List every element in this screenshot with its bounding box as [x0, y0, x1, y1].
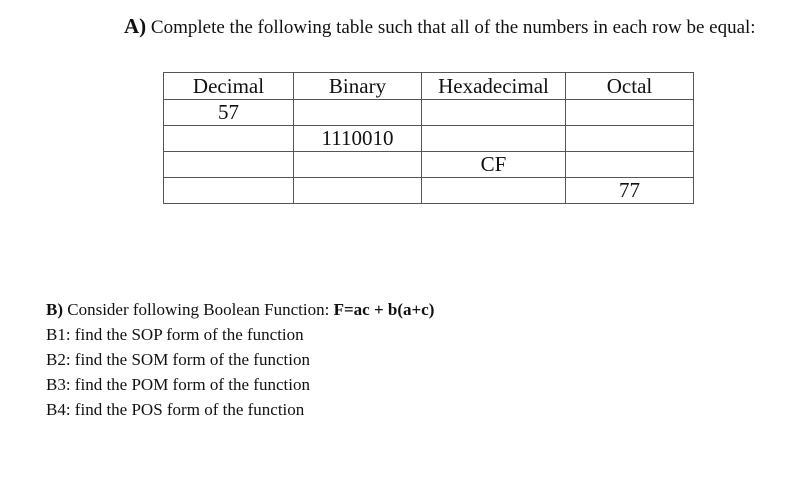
section-b-heading — [46, 299, 434, 324]
cell-hexadecimal[interactable] — [422, 126, 566, 152]
cell-octal[interactable] — [566, 126, 694, 152]
cell-octal[interactable] — [566, 152, 694, 178]
cell-decimal[interactable] — [164, 178, 294, 204]
cell-binary[interactable]: 1110010 — [294, 126, 422, 152]
question-item-b3: B3: find the POM form of the function — [46, 375, 310, 394]
cell-hexadecimal[interactable] — [422, 100, 566, 126]
table-header-row — [164, 73, 694, 100]
table-row — [164, 126, 694, 152]
header-octal: Octal — [566, 73, 694, 100]
cell-binary[interactable] — [294, 178, 422, 204]
section-b — [46, 299, 434, 424]
cell-octal[interactable] — [566, 100, 694, 126]
cell-decimal[interactable] — [164, 126, 294, 152]
cell-octal[interactable]: 77 — [566, 178, 694, 204]
header-binary: Binary — [294, 73, 422, 100]
cell-binary[interactable] — [294, 100, 422, 126]
number-conversion-table — [163, 72, 694, 204]
question-item-b4: B4: find the POS form of the function — [46, 400, 305, 419]
table-row — [164, 100, 694, 126]
cell-binary[interactable] — [294, 152, 422, 178]
cell-decimal[interactable] — [164, 152, 294, 178]
table-row — [164, 152, 694, 178]
header-hexadecimal: Hexadecimal — [422, 73, 566, 100]
section-a-letter: A) — [124, 14, 147, 38]
question-item-b2: B2: find the SOM form of the function — [46, 350, 310, 369]
section-a-heading — [124, 14, 756, 39]
header-decimal: Decimal — [164, 73, 294, 100]
question-item-b1: B1: find the SOP form of the function — [46, 325, 304, 344]
section-a-instruction: Complete the following table such that all of the numbers in each row be equal: — [150, 17, 756, 38]
boolean-function: F=ac + b(a+c) — [333, 300, 435, 319]
section-b-intro: Consider following Boolean Function: — [67, 300, 330, 319]
cell-hexadecimal[interactable] — [422, 178, 566, 204]
cell-hexadecimal[interactable]: CF — [422, 152, 566, 178]
table-row — [164, 178, 694, 204]
section-b-letter: B) — [46, 300, 63, 319]
cell-decimal[interactable]: 57 — [164, 100, 294, 126]
